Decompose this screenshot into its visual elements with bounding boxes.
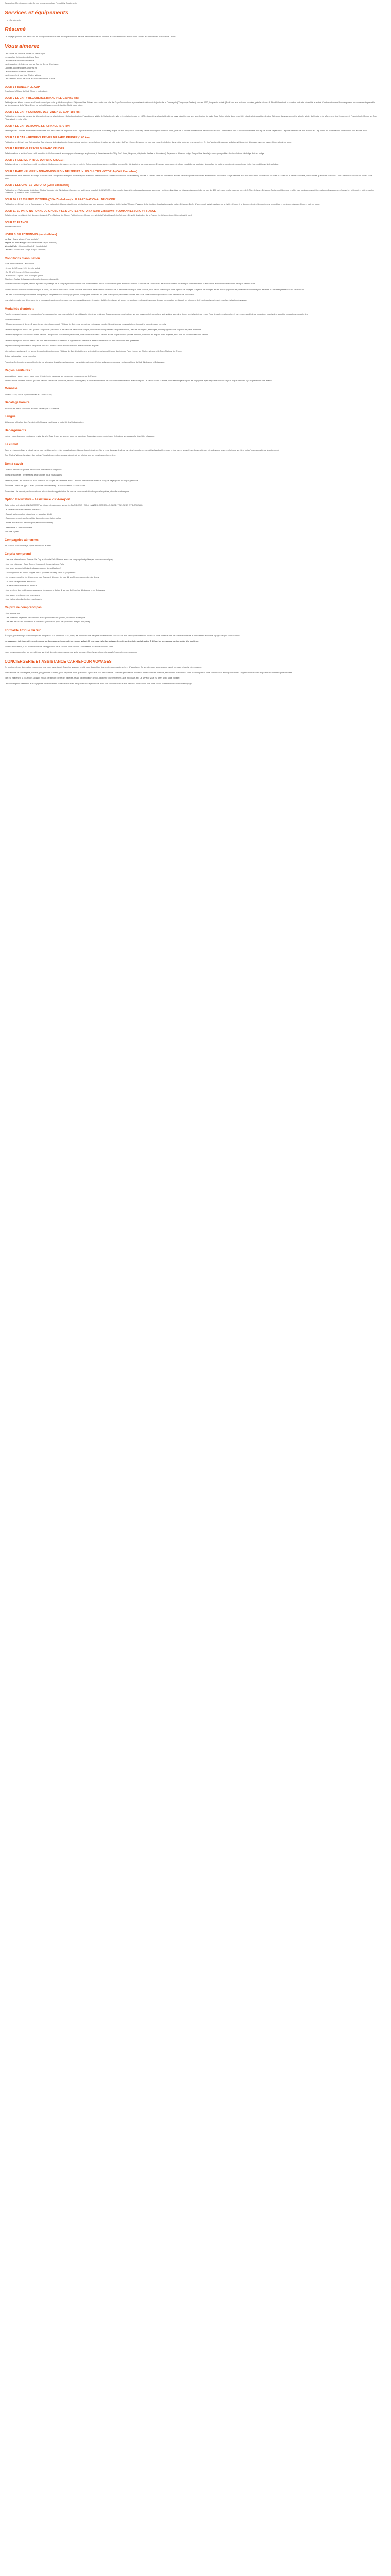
list-item: La croisière sur le fleuve Zambèze <box>5 70 36 73</box>
conciergerie-text: En fonction de vos dates et du programme que vous avez choisi, Carrefour Voyages met à votre disposition des services de conciergerie et d'assistance. Ce service vous accompagne avant, pendant et après votre voyage. <box>5 666 202 669</box>
day-text: Petit déjeuner. Départ pour l'aéroport du Cap et envol à destination de Johannesburg. Arrivée, accueil et continuation vers la région du Parc Kruger. Déjeuner en cours de route. Installation dans votre lodge en réserve privée. En fin d'après-midi, premier safari en véhicule 4x4 découvert avec un ranger. Dîner et nuit au lodge. <box>5 140 292 143</box>
modalites-text: * Mineur voyageant avec 1 seul parent : en plus du passeport et de l'acte de naissance complet, une autorisation parentale du parent absent, traduite en anglais, est exigée, accompagnée d'une copie de sa pièce d'identité. <box>5 328 202 331</box>
neprix-item: - Les frais de visa au Zimbabwe et Botswana (environ 45 $ US par personne, à régler sur place) <box>5 620 90 623</box>
day-title: JOUR 8 PARC KRUGER > JOHANNESBURG > NELSPRUIT > LES CHUTES VICTORIA (Côté Zimbabwe) <box>5 170 137 174</box>
climat-section <box>5 443 377 457</box>
modalites-text: * Mineur accompagné de ses 2 parents : en plus du passeport, l'Afrique du Sud exige un acte de naissance complet (de préférence en anglais) mentionnant le nom des deux parents. <box>5 323 167 326</box>
reglements-text: Vaccinations : aucun vaccin n'est exigé à l'entrée du pays pour les voyageurs en provenance de France. <box>5 375 97 378</box>
conditions-text: Les vols internationaux dépendent de la compagnie aérienne et ne sont pas remboursables après émission du billet. Les taxes aériennes ne sont pas remboursées en cas de non présentation au départ. Un minimum de 2 participants est requis pour la réalisation du voyage. <box>5 299 248 301</box>
reglements-section <box>5 369 377 382</box>
assistance-text: Prix total 2 pers. <box>5 530 20 533</box>
day-9 <box>5 184 377 194</box>
list-item: La découverte à pied des Chutes Victoria <box>5 74 42 77</box>
bonasavoir-text: Location de voiture : permis de conduire international obligatoire. <box>5 468 62 471</box>
modalites-text: Pour les mineurs : <box>5 318 21 321</box>
day-text: Safari matinal. Petit déjeuner au lodge. Transfert vers l'aéroport de Nelspruit ou Hoedspruit et envol à destination des Chutes Victoria via Johannesburg. Arrivée à Victoria Falls au Zimbabwe, accueil par notre guide et transfert à votre hôtel. Installation. Déjeuner libre. En fin d'après-midi, croisière au coucher du soleil sur le fleuve Zambèze, avec amuse-gueules et boissons. Dîner africain au restaurant. Nuit à votre hôtel. <box>5 174 373 180</box>
list-item: Les 3 nuits en Réserve privée au Parc Kruger <box>5 52 45 55</box>
formalite-link[interactable]: Nous pouvons consulter les formalités de santé et de police nécessaires pour votre voyage : https://www.diplomatie.gouv.fr/fr/conseils-aux-voyageurs <box>5 650 137 653</box>
list-item: Attention : l'achat de bagage optionnel est non remboursable. <box>5 277 59 280</box>
day-text: Envol pour l'Afrique du Sud. Dîner et nuit à bord. <box>5 90 48 93</box>
formalite-text: Pour toute question, il est recommandé de se rapprocher de la section consulaire de l'ambassade d'Afrique du Sud à Paris. <box>5 645 115 648</box>
hotel-label: Région du Parc Kruger : <box>5 241 28 244</box>
hotels-section <box>5 233 377 251</box>
climat-text: Dans la région du Cap, le climat est de type méditerranéen : étés chauds et secs, hivers doux et pluvieux. Sur le reste du pays, le climat est plus tropical avec des étés chauds et humides et des hivers secs et frais. Les meilleures périodes pour observer la faune sont les mois d'hiver austral (mai à septembre). <box>5 448 279 451</box>
compagnies-section <box>5 538 377 547</box>
section-title: Option Facultative - Assistance VIP Aéroport <box>5 498 71 502</box>
highlights-list <box>5 52 377 80</box>
assistance-text: - Accueil au terminal de départ par un assistant dédié <box>5 512 52 515</box>
day-title: JOUR 1 FRANCE > LE CAP <box>5 85 40 89</box>
modalites-link[interactable]: Pour plus d'informations, consultez le site du Ministère des Affaires étrangères : www.diplomatie.gouv.fr/fr/conseils-aux-voyageurs, rubrique Afrique du Sud, Zimbabwe et Botswana. <box>5 360 165 363</box>
hotel-label: Victoria Falls : <box>5 245 19 248</box>
conditions-text: Pour toute annulation ou modification par le client, les frais d'annulation seront calculés en fonction de la date de réception de la demande écrite par notre service, et ils seront retenus par votre agence de voyages. L'agence de voyages est en droit d'appliquer les pénalités de la compagnie aérienne ou d'autres prestataires le cas échéant. <box>5 287 305 291</box>
neprix-section <box>5 606 377 623</box>
day-title: JOUR 3 LE CAP > LA ROUTE DES VINS > LE CAP (150 km) <box>5 111 81 114</box>
list-item: L'apéritif au champagne à Signal Hill <box>5 66 38 70</box>
section-title: Compagnies aériennes <box>5 538 39 542</box>
day-title: JOUR 6 RESERVE PRIVEE DU PARC KRUGER <box>5 147 65 151</box>
day-text: Safaris matinal et en fin d'après-midi en véhicule 4x4 découvert à travers la réserve privée. Déjeuner au lodge. Après-midi libre pour profiter de la piscine ou vous reposer. Dîner au lodge. Après le dîner, possibilité de participer à un safari de nuit à la lumière des projecteurs (selon les conditions). Nuit au lodge. <box>5 163 279 166</box>
ceprix-item: - Les services d'un guide accompagnateur francophone du jour 2 au jour 8 et local au Zimbabwe et au Botswana <box>5 589 105 591</box>
day-text: Safaris matinal et en fin d'après-midi en véhicule 4x4 découvert, accompagné d'un ranger anglophone, à la recherche des "Big Five" (lions, léopards, éléphants, buffles et rhinocéros). Déjeuner et dîner au lodge. Temps libre dans la journée pour profiter des installations du lodge. Nuit au lodge. <box>5 151 265 155</box>
bonasavoir-section <box>5 462 377 493</box>
day-10 <box>5 198 377 206</box>
day-text: Petit déjeuner. Journée entièrement consacrée à la découverte de la péninsule du Cap de Bonne Espérance. Croisière jusqu'à l'île aux phoques à Hout Bay. Visite du village de Simon's Town, puis de la colonie de manchots de Boulders Beach. Continuation vers la Réserve Naturelle du Cap de Bonne Espérance. Déjeuner de fruits de mer. Retour au Cap. Dîner au restaurant du centre-ville. Nuit à votre hôtel. <box>5 129 368 132</box>
monnaie-section <box>5 387 377 396</box>
day-3 <box>5 111 377 121</box>
day-title: JOUR 11 LE PARC NATIONAL DE CHOBE > LES CHUTES VICTORIA (Côté Zimbabwe) > JOHANNESBURG > FRANCE <box>5 209 156 213</box>
ceprix-item: - Les taxes aéroport et frais de dossier (soumis à modifications) <box>5 567 61 570</box>
bonasavoir-text: Réserve privée : en fonction du Parc National, les lodges peuvent être isolés. Les vols internes sont limités à 20 kg de bagages en soute par personne. <box>5 479 139 482</box>
bonasavoir-text: Pourboires : ils ne sont pas inclus et sont laissés à votre appréciation. Ils sont de coutume et attendus pour les guides, chauffeurs et rangers. <box>5 489 130 493</box>
modalites-text: Informations sanitaires : il n'y a pas de vaccin obligatoire pour l'Afrique du Sud. Un traitement antipaludéen est conseillé pour la région du Parc Kruger, les Chutes Victoria et le Parc National de Chobe. <box>5 349 183 352</box>
day-title: JOUR 12 FRANCE <box>5 221 28 224</box>
section-title: Règles sanitaires : <box>5 369 32 372</box>
list-item: - à moins de 15 jours : 100 % du prix global <box>5 274 43 277</box>
day-5 <box>5 136 377 143</box>
modalites-text: Réglementation particulière et obligatoire pour les mineurs : toute autorisation doit être traduite en anglais. <box>5 344 99 347</box>
section-title: Résumé <box>5 26 26 33</box>
section-title: Ce prix ne comprend pas <box>5 606 42 609</box>
highlights-section <box>5 43 377 80</box>
conditions-section <box>5 257 377 302</box>
services-section <box>5 10 377 22</box>
ceprix-item: - L'hébergement en hôtels, lodges 3 et 4* (normes locales), selon le programme <box>5 571 76 574</box>
ceprix-item: - Les visites et droits d'entrée mentionnés <box>5 598 42 601</box>
section-title: Formalité Afrique du Sud <box>5 629 42 632</box>
conditions-text: Des frais d'annulation pourront être appliqués par les prestataires du voyage (hôtels, compagnie aérienne, etc.) dès l'inscription ; le montant de ces frais vous sera communiqué lors de votre demande de réservation. <box>5 293 196 296</box>
hotel-label: Le Cap : <box>5 237 13 240</box>
modalites-text: Pour le voyageur français en possession d'un passeport en cours de validité, il est obligatoire d'avoir au minimum 2 pages vierges consécutives sur son passeport et que celui-ci soit valable au moins 6 mois après la date de retour. Pour les autres nationalités, il est recommandé de se renseigner auprès des autorités consulaires compétentes. <box>5 313 308 316</box>
formalite-text: Le passeport doit impérativement comporter deux pages vierges et être encore valable 30 jours après la date prévue de sortie du territoire sud-africain. À défaut, les voyageurs sont refoulés à la frontière. <box>5 639 199 642</box>
section-title: Services et équipements <box>5 9 69 16</box>
day-text: Safari matinal en véhicule 4x4 découvert dans le Parc National de Chobe. Petit déjeuner. Retour vers Victoria Falls et transfert à l'aéroport. Envol à destination de la France via Johannesburg. Dîner et nuit à bord. <box>5 214 192 217</box>
formalite-section <box>5 629 377 654</box>
ceprix-item: - Les vols internationaux France / Le Cap et Victoria Falls / France avec une compagnie régulière (en classe économique) <box>5 558 113 561</box>
section-title: HÔTELS SÉLECTIONNÉS (ou similaires) <box>5 233 57 236</box>
modalites-text: Autres nationalités : nous consulter. <box>5 355 37 358</box>
hotel-row <box>5 241 377 244</box>
compagnies-text: Air France, British Airways, Qatar Airways ou autres... <box>5 544 53 547</box>
assistance-text: - Accès au salon VIP de l'aéroport (selon disponibilité) <box>5 521 53 524</box>
list-item: Les 2 safaris dont 1 nautique au Parc National de Chobe <box>5 77 55 80</box>
hotel-label: Chobe : <box>5 248 12 251</box>
ceprix-item: - La pension complète du déjeuner du jour 2 au petit déjeuner du jour 11, sauf les repas mentionnés libres <box>5 575 99 579</box>
day-title: JOUR 5 LE CAP > RESERVE PRIVEE DU PARC KRUGER (100 km) <box>5 136 90 140</box>
modalites-text: * Mineur voyageant avec un tuteur : en plus des documents ci-dessus, le jugement de tutelle et la lettre d'autorisation du tribunal doivent être présentés. <box>5 338 140 342</box>
day-text: Petit déjeuner. Journée consacrée à la route des vins à la région de Stellenbosch et de Franschhoek. Visite de Stellenbosch, ville universitaire fondée en 1679 et deuxième plus vieille ville du pays, réputée pour son architecture de style Cape Dutch. Visite d'une propriété viticole et dégustation de vins. Déjeuner dans une propriété viticole. Visite du Musée et du Monument des Huguenots à Franschhoek. Retour au Cap. Dîner et nuit à votre hôtel. <box>5 115 377 121</box>
list-item: • Conciergerie <box>7 19 377 22</box>
itinerary <box>5 86 377 228</box>
conditions-list <box>5 267 377 281</box>
hotel-value: Cape Milner 4 * (ou similaire) <box>13 237 39 240</box>
hebergements-text: Lodge : votre logement en réserve privée dans le Parc Kruger se fera en lodge de standing. Cependant, votre confort dans le bush ne sera pas celui d'un hôtel classique. <box>5 434 155 437</box>
section-title: Le climat <box>5 443 19 447</box>
section-title: Vous aimerez <box>5 43 40 49</box>
conciergerie-text: Les conciergeries destinées aux voyageurs fonctionnent en collaboration avec des partenaires spécialisés. Pour plus d'informations sur ce service, rendez-vous sur notre site ou contactez votre conseiller voyage. <box>5 682 192 685</box>
list-item: - De 30 à 15 jours : 45 % du prix global <box>5 270 40 273</box>
day-title: JOUR 10 LES CHUTES VICTORIA (Côté Zimbabwe) > LE PARC NATIONAL DE CHOBE <box>5 198 116 201</box>
assistance-section <box>5 498 377 533</box>
neprix-item: - Les assurances <box>5 612 20 615</box>
day-8 <box>5 170 377 180</box>
langue-section <box>5 415 377 423</box>
resume-section <box>5 26 377 38</box>
section-title: Modalités d'entrée : <box>5 307 34 311</box>
ceprix-item: - Le transport en autocar ou minibus <box>5 584 37 587</box>
decalage-section <box>5 401 377 410</box>
monnaie-text: 1 Rand (ZAR) = 0,06 € (taux indicatif au 14/06/2024) <box>5 393 52 396</box>
conditions-text: Pour les contrats acceptés, l'envol à partir d'un passage de la compagnie aérienne est non remboursable en cas d'annulation après émission du billet. À la date de l'annulation, les frais de dossier ne sont pas remboursables. L'assurance annulation souscrite ne sera pas remboursée. <box>5 282 256 285</box>
day-4 <box>5 125 377 132</box>
hotel-row <box>5 248 377 251</box>
ceprix-item: - Les vols intérieurs : Cape Town / Hoedspruit, Kruger/Victoria Falls <box>5 562 64 565</box>
day-text: Petit déjeuner. Départ vers le Botswana et le Parc National de Chobe, réputé pour abriter l'une des plus grandes populations d'éléphants d'Afrique. Passage de la frontière. Installation à votre lodge. Déjeuner. En fin d'après-midi, safari nautique sur la rivière Chobe, à la découverte des hippopotames, crocodiles et nombreux oiseaux. Dîner et nuit au lodge. <box>5 202 320 206</box>
conciergerie-text: Elle est également là pour vous assister en cas de besoin : perte de bagages, retard ou annulation de vol, problème d'hébergement, aide médicale, etc. Ce service vous est offert avec votre voyage. <box>5 676 180 680</box>
day-1 <box>5 86 377 93</box>
conciergerie-section <box>5 659 377 685</box>
trip-page <box>0 0 382 685</box>
formalite-text: À ce jour, pour les séjours touristiques en Afrique du Sud (inférieurs à 90 jours), les ressortissants français doivent être en possession d'un passeport valable au moins 30 jours après la date de sortie du territoire et disposant d'au moins 2 pages vierges consécutives. <box>5 634 240 637</box>
day-text: Arrivée en France. <box>5 225 22 228</box>
section-title: Langue <box>5 415 16 419</box>
day-2 <box>5 97 377 107</box>
day-title: JOUR 7 RESERVE PRIVEE DU PARC KRUGER <box>5 159 65 162</box>
day-title: JOUR 4 LE CAP DE BONNE ESPERANCE (570 km) <box>5 125 70 128</box>
day-text: Petit déjeuner à bord. Arrivée au Cap et accueil par notre guide francophone. Déjeuner libre. Départ pour un tour de ville de Cape Town qui vous permettra de découvrir le jardin de la Compagnie (Company's Garden) créé en 1652, le quartier malais (Bo-Kaap) aux maisons colorées, puis le Victoria & Alfred Waterfront, le quartier portuaire réhabilité et animé. Continuation vers Bloubergstrand pour une vue imprenable sur la montagne de la Table. Dîner de spécialités au centre de la ville. Nuit à votre hôtel. <box>5 100 376 107</box>
section-title: Hébergements <box>5 429 26 433</box>
hebergements-section <box>5 429 377 437</box>
climat-text: Aux Chutes Victoria, la saison des pluies s'étend de novembre à mars, période où les chutes sont les plus impressionnantes. <box>5 454 116 457</box>
modalites-section <box>5 307 377 364</box>
day-11 <box>5 210 377 217</box>
day-text: Petit déjeuner. Visite guidée à pied des Chutes Victoria, côté Zimbabwe. Classées au patrimoine mondial de l'UNESCO, elles comptent parmi les plus spectaculaires au monde : le fleuve Zambèze se déverse dans une faille de plus de 100 mètres de profondeur sur près de 1,7 km de large. Déjeuner. Après-midi libre pour profiter des nombreuses activités optionnelles proposées (survol en hélicoptère, rafting, saut à l'élastique...). Dîner et nuit à votre hôtel. <box>5 188 374 194</box>
services-list <box>5 19 377 22</box>
list-item: - à plus de 30 jours : 10% du prix global <box>5 266 40 269</box>
assistance-text: - Assistance à l'embarquement <box>5 526 32 529</box>
section-title: Ce prix comprend <box>5 552 31 556</box>
reglements-text: Il est toutefois conseillé d'être à jour des vaccins universels (diphtérie, tétanos, poliomyélite) et il est recommandé de consulter votre médecin avant le départ. Le vaccin contre la fièvre jaune est obligatoire pour les voyageurs ayant séjourné dans un pays à risque dans les 6 jours précédant leur arrivée. <box>5 379 272 382</box>
section-title: CONCIERGERIE ET ASSISTANCE CARREFOUR VOYAGES <box>5 658 112 664</box>
hotel-row <box>5 238 377 241</box>
conciergerie-text: Notre équipe de conciergerie, experte, polyglotte et humaine, peut répondre à vos questions, 7 jours sur 7 et à toute heure. Elle vous propose de trouver et de réserver les activités, restaurants, spectacles, soins ou transports à votre convenance, ainsi qu'une aide à l'organisation de votre séjour et des conseils personnalisés. <box>5 671 294 674</box>
hotel-row <box>5 245 377 248</box>
list-item: Le survol en hélicoptère du Cape Town <box>5 55 40 58</box>
assistance-text: Cette option est valable UNIQUEMENT au départ des aéroports suivants : PARIS CDG / ORLY, NANTES, MARSEILLE, NICE, TOULOUSE ET BORDEAUX <box>5 503 143 506</box>
ceprix-item: - Un dîner de spécialités africaines <box>5 580 36 583</box>
ceprix-item: - Les safaris mentionnés au programme <box>5 593 40 596</box>
conditions-intro: Frais de modification / annulation : <box>5 262 36 265</box>
day-12 <box>5 221 377 228</box>
list-item: La dégustation de fruits de mer au Cap de Bonne Espérance <box>5 62 59 65</box>
assistance-text: Ce service inclus les éléments suivants : <box>5 508 41 511</box>
decalage-text: +1 heure en été et +2 heures en hiver par rapport à la France. <box>5 406 60 410</box>
hotel-value: Chobe Safari Lodge 3 * (ou similaire) <box>12 248 46 251</box>
resume-text: Un voyage qui vous fera découvrir les principaux sites naturels d'Afrique du Sud à travers des visites hors du commun et vous emmènera aux Chutes Victoria et dans le Parc National de Chobe. <box>5 35 176 38</box>
langue-text: 11 langues officielles dont l'anglais et l'afrikaans, parlés par la majorité des Sud-Africains. <box>5 420 84 423</box>
section-title: Décalage horaire <box>5 401 30 405</box>
list-item: Le dîner de spécialités africaines <box>5 59 34 62</box>
assistance-text: - Accompagnement aux formalités d'enregistrement et de police <box>5 517 61 520</box>
hotel-value: Réserve Privée 4 * (ou similaire) <box>28 241 57 244</box>
bonasavoir-text: Électricité : prises de type D et M (adaptateur nécessaire). Le courant est de 220/230 volts. <box>5 484 86 487</box>
bonasavoir-text: Types de bagages : préférez les sacs souples pour vos bagages. <box>5 473 63 477</box>
day-title: JOUR 9 LES CHUTES VICTORIA (Côté Zimbabwe) <box>5 184 69 188</box>
modalites-text: * Mineur voyageant sans aucun de ses parents : en plus des documents précédents, une autorisation des 2 parents et une copie de leurs pièces d'identité, traduites en anglais, sont requises, ainsi que les coordonnées des parents. <box>5 333 209 336</box>
day-title: JOUR 2 LE CAP > BLOUBERGSTRAND > LE CAP (50 km) <box>5 96 79 100</box>
section-title: Bon à savoir <box>5 463 24 466</box>
section-title: Monnaie <box>5 387 18 391</box>
neprix-item: - Les boissons, dépenses personnelles et les pourboires aux guides, chauffeurs et rangers <box>5 616 85 619</box>
section-title: Conditions d'annulation <box>5 257 40 260</box>
ceprix-section <box>5 552 377 601</box>
day-7 <box>5 159 377 166</box>
hotel-value: Kingdom Hotel 4 * (ou similaire) <box>19 245 47 248</box>
tab-links[interactable]: Description Ce prix comprend / Ce prix ne comprend pas Formalités Conciergerie <box>5 2 77 4</box>
day-6 <box>5 147 377 155</box>
